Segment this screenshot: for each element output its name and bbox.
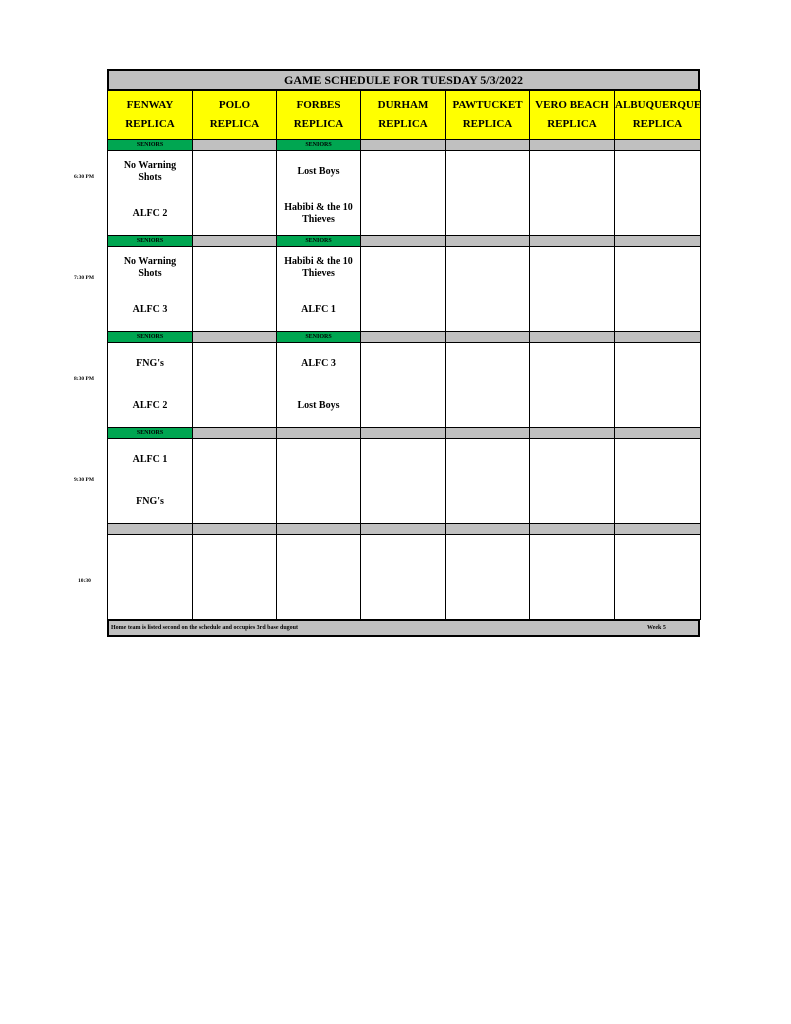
- home-team-note: Home team is listed second on the schedule and occupies 3rd base dugout: [111, 625, 299, 631]
- division-band: [193, 236, 277, 247]
- home-team: ALFC 2: [132, 208, 168, 219]
- game-cell: [530, 343, 615, 428]
- time-slot-row: [108, 151, 701, 236]
- field-subtitle: REPLICA: [378, 118, 428, 130]
- visiting-team: [112, 541, 188, 571]
- division-band: [193, 140, 277, 151]
- game-cell: [193, 151, 277, 236]
- division-band: [446, 140, 530, 151]
- visiting-team: [619, 157, 696, 187]
- visiting-team: [450, 445, 525, 475]
- visiting-team: [619, 349, 696, 379]
- game-cell: [361, 535, 446, 620]
- game-cell: [193, 439, 277, 524]
- game-cell: [193, 247, 277, 332]
- home-team: Habibi & the 10 Thieves: [284, 202, 353, 225]
- game-cell: [277, 343, 361, 428]
- home-team: [450, 391, 525, 421]
- visiting-team: [619, 445, 696, 475]
- visiting-team: [365, 157, 441, 187]
- field-name: PAWTUCKET: [452, 99, 523, 111]
- home-team: [619, 199, 696, 229]
- division-band: [361, 140, 446, 151]
- home-team: [534, 391, 610, 421]
- home-team: [197, 295, 272, 325]
- game-cell: [446, 439, 530, 524]
- division-band: [446, 236, 530, 247]
- slot-time-label: 6:30 PM: [74, 174, 95, 180]
- game-cell: [361, 151, 446, 236]
- visiting-team: [197, 445, 272, 475]
- home-team: [197, 199, 272, 229]
- division-band: SENIORS: [277, 332, 361, 343]
- home-team: [365, 583, 441, 613]
- visiting-team: [281, 541, 356, 571]
- slot-time-label: 7:30 PM: [74, 275, 95, 281]
- division-band: [615, 236, 701, 247]
- division-band: SENIORS: [108, 332, 193, 343]
- game-cell: [108, 535, 193, 620]
- game-cell: [277, 439, 361, 524]
- visiting-team: FNG's: [136, 358, 164, 369]
- game-cell: [615, 439, 701, 524]
- visiting-team: No Warning Shots: [123, 256, 177, 279]
- visiting-team: Lost Boys: [297, 166, 340, 177]
- visiting-team: [365, 349, 441, 379]
- home-team: Lost Boys: [297, 400, 340, 411]
- visiting-team: [197, 541, 272, 571]
- field-name: FORBES: [296, 99, 341, 111]
- division-band: [530, 524, 615, 535]
- game-cell: [446, 247, 530, 332]
- schedule-title: GAME SCHEDULE FOR TUESDAY 5/3/2022: [107, 69, 700, 90]
- division-band: SENIORS: [277, 140, 361, 151]
- home-team: [365, 391, 441, 421]
- home-team: [197, 391, 272, 421]
- game-cell: [277, 535, 361, 620]
- visiting-team: [365, 445, 441, 475]
- visiting-team: [534, 253, 610, 283]
- game-cell: [108, 343, 193, 428]
- field-header: [615, 91, 701, 140]
- home-team: [619, 295, 696, 325]
- home-team: [365, 199, 441, 229]
- visiting-team: [619, 253, 696, 283]
- division-band: [193, 428, 277, 439]
- division-band: [446, 332, 530, 343]
- field-subtitle: REPLICA: [547, 118, 597, 130]
- division-band: [361, 236, 446, 247]
- division-band: [615, 140, 701, 151]
- game-cell: [530, 247, 615, 332]
- division-band: [277, 524, 361, 535]
- game-cell: [615, 247, 701, 332]
- division-band: [530, 236, 615, 247]
- visiting-team: [450, 349, 525, 379]
- division-band-row: [108, 140, 701, 151]
- visiting-team: [450, 541, 525, 571]
- schedule-sheet: [107, 69, 700, 637]
- home-team: [450, 295, 525, 325]
- time-slot-row: [108, 439, 701, 524]
- field-header: [361, 91, 446, 140]
- division-band: [530, 428, 615, 439]
- division-band-row: [108, 332, 701, 343]
- visiting-team: ALFC 1: [132, 454, 168, 465]
- division-band: [530, 332, 615, 343]
- division-band: [615, 332, 701, 343]
- game-cell: [277, 151, 361, 236]
- field-name: ALBUQUERQUE: [615, 99, 702, 111]
- time-slot-row: [108, 343, 701, 428]
- division-band: [446, 428, 530, 439]
- game-cell: [361, 439, 446, 524]
- game-cell: [193, 535, 277, 620]
- game-cell: [361, 247, 446, 332]
- division-band: [530, 140, 615, 151]
- game-cell: [446, 343, 530, 428]
- home-team: [112, 583, 188, 613]
- field-subtitle: REPLICA: [125, 118, 175, 130]
- game-cell: [277, 247, 361, 332]
- home-team: FNG's: [136, 496, 164, 507]
- division-band: SENIORS: [108, 428, 193, 439]
- home-team: [197, 487, 272, 517]
- week-label: Week 5: [647, 625, 666, 631]
- division-band: [615, 428, 701, 439]
- home-team: ALFC 2: [132, 400, 168, 411]
- schedule-grid: [107, 90, 701, 620]
- slot-time-label: 10:30: [78, 578, 91, 584]
- visiting-team: [534, 445, 610, 475]
- home-team: [365, 295, 441, 325]
- field-subtitle: REPLICA: [632, 118, 683, 130]
- home-team: [619, 487, 696, 517]
- home-team: [534, 295, 610, 325]
- visiting-team: [534, 349, 610, 379]
- game-cell: [530, 439, 615, 524]
- visiting-team: ALFC 3: [301, 358, 336, 369]
- division-band: [193, 524, 277, 535]
- home-team: [534, 199, 610, 229]
- division-band: [361, 332, 446, 343]
- home-team: [619, 583, 696, 613]
- division-band: [108, 524, 193, 535]
- home-team: [534, 487, 610, 517]
- home-team: [450, 583, 525, 613]
- home-team: [281, 583, 356, 613]
- visiting-team: [450, 157, 525, 187]
- field-subtitle: REPLICA: [462, 118, 513, 130]
- division-band-row: [108, 236, 701, 247]
- division-band: [446, 524, 530, 535]
- division-band: [615, 524, 701, 535]
- visiting-team: [197, 349, 272, 379]
- game-cell: [615, 535, 701, 620]
- division-band: [193, 332, 277, 343]
- visiting-team: [365, 541, 441, 571]
- division-band: SENIORS: [108, 236, 193, 247]
- visiting-team: [281, 445, 356, 475]
- game-cell: [108, 151, 193, 236]
- visiting-team: Habibi & the 10 Thieves: [284, 256, 353, 279]
- game-cell: [108, 247, 193, 332]
- field-name: POLO: [218, 99, 251, 111]
- home-team: [450, 487, 525, 517]
- time-slot-row: [108, 247, 701, 332]
- home-team: [197, 583, 272, 613]
- division-band: SENIORS: [277, 236, 361, 247]
- field-header-row: [108, 91, 701, 140]
- field-header: [193, 91, 277, 140]
- home-team: [281, 487, 356, 517]
- field-header: [446, 91, 530, 140]
- visiting-team: [534, 157, 610, 187]
- game-cell: [615, 151, 701, 236]
- visiting-team: [365, 253, 441, 283]
- game-cell: [530, 535, 615, 620]
- field-header: [530, 91, 615, 140]
- time-slot-row: [108, 535, 701, 620]
- visiting-team: [619, 541, 696, 571]
- division-band: [277, 428, 361, 439]
- field-name: FENWAY: [126, 99, 174, 111]
- visiting-team: [197, 157, 272, 187]
- game-cell: [193, 343, 277, 428]
- visiting-team: [197, 253, 272, 283]
- visiting-team: [450, 253, 525, 283]
- visiting-team: No Warning Shots: [123, 160, 177, 183]
- home-team: [450, 199, 525, 229]
- slot-time-label: 8:30 PM: [74, 376, 95, 382]
- field-subtitle: REPLICA: [209, 118, 260, 130]
- home-team: [365, 487, 441, 517]
- home-team: ALFC 3: [132, 304, 168, 315]
- game-cell: [446, 535, 530, 620]
- division-band: [361, 524, 446, 535]
- home-team: [534, 583, 610, 613]
- game-cell: [361, 343, 446, 428]
- field-header: [108, 91, 193, 140]
- home-team: ALFC 1: [301, 304, 336, 315]
- game-cell: [530, 151, 615, 236]
- division-band-row: [108, 524, 701, 535]
- field-name: DURHAM: [377, 99, 429, 111]
- game-cell: [446, 151, 530, 236]
- schedule-footer: [107, 620, 700, 637]
- field-subtitle: REPLICA: [293, 118, 344, 130]
- division-band-row: [108, 428, 701, 439]
- division-band: SENIORS: [108, 140, 193, 151]
- division-band: [361, 428, 446, 439]
- home-team: [619, 391, 696, 421]
- visiting-team: [534, 541, 610, 571]
- slot-time-label: 9:30 PM: [74, 477, 95, 483]
- field-header: [277, 91, 361, 140]
- field-name: VERO BEACH: [535, 99, 609, 111]
- game-cell: [615, 343, 701, 428]
